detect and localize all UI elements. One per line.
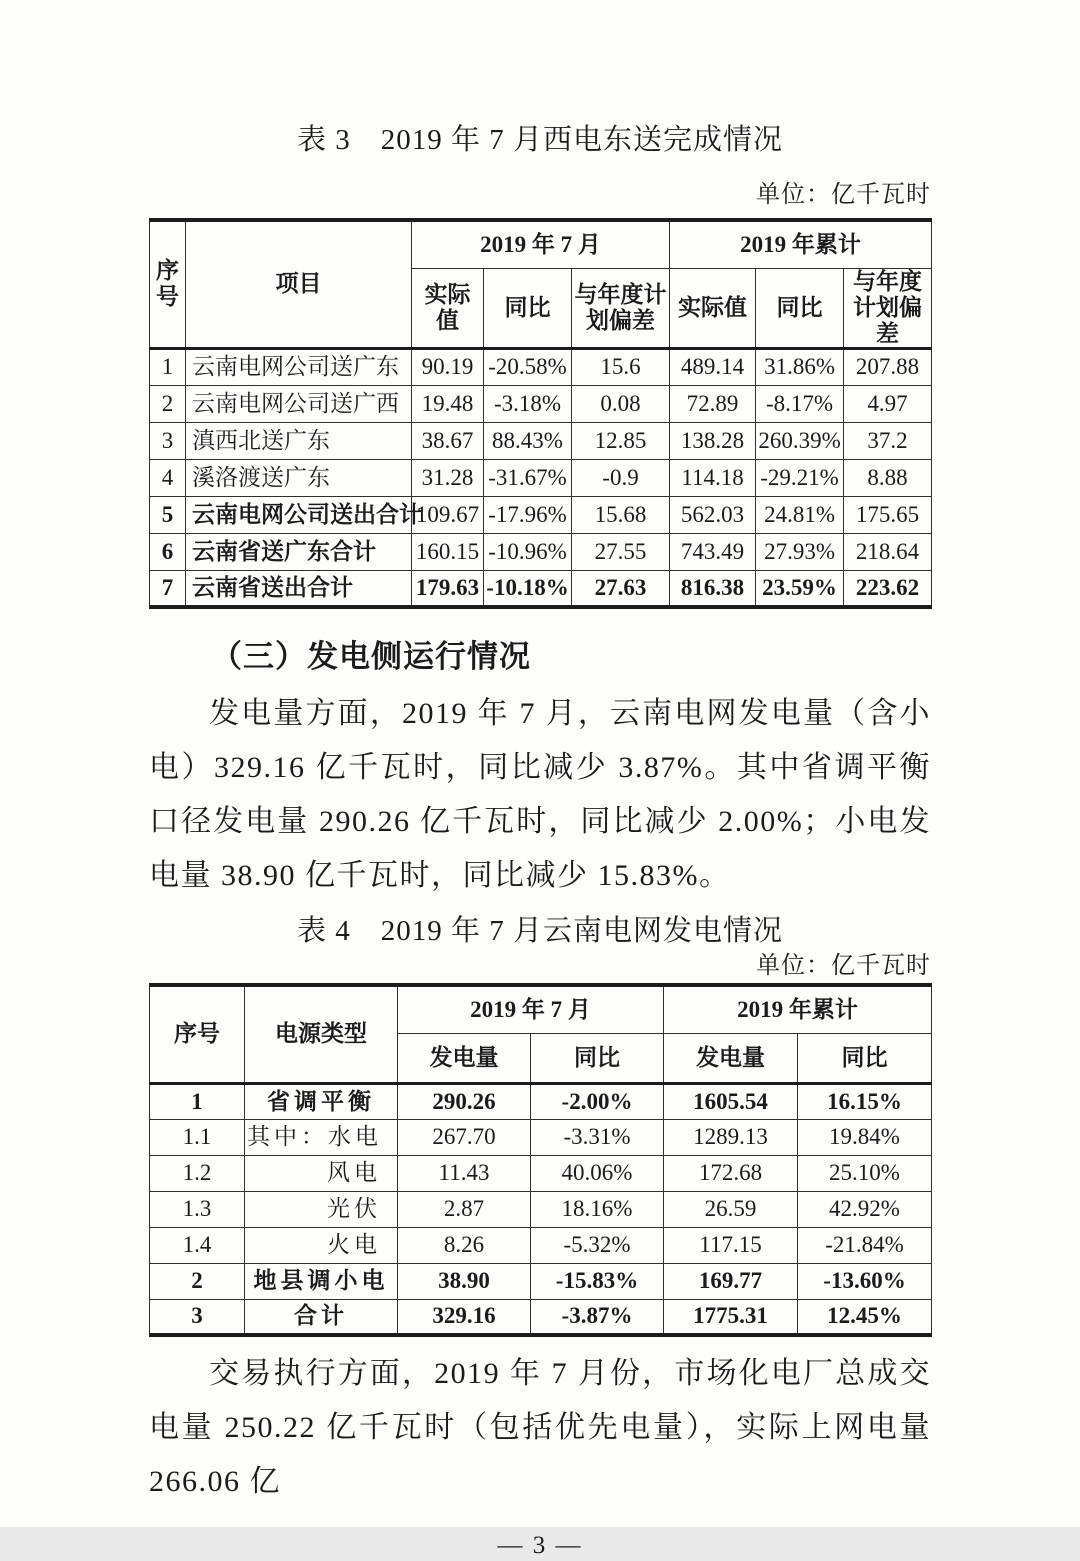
table-row bbox=[150, 533, 932, 570]
seq-cell: 3 bbox=[150, 1299, 245, 1335]
item-cell: 滇西北送广东 bbox=[186, 422, 412, 459]
value-cell: 260.39% bbox=[756, 422, 844, 459]
value-cell: 175.65 bbox=[844, 496, 932, 533]
type-cell: 光伏 bbox=[245, 1191, 398, 1227]
seq-cell: 1 bbox=[150, 1083, 245, 1119]
table3-header-plandev-cum: 与年度计划偏差 bbox=[844, 268, 932, 348]
table-row bbox=[150, 1155, 932, 1191]
value-cell: -10.96% bbox=[484, 533, 572, 570]
table4-caption: 表 4 2019 年 7 月云南电网发电情况 bbox=[296, 915, 783, 947]
value-cell: 11.43 bbox=[398, 1155, 531, 1191]
value-cell: 37.2 bbox=[844, 422, 932, 459]
table4-header-gen-cum: 发电量 bbox=[664, 1033, 798, 1083]
value-cell: 2.87 bbox=[398, 1191, 531, 1227]
table4-header-gen-july: 发电量 bbox=[398, 1033, 531, 1083]
value-cell: 40.06% bbox=[531, 1155, 664, 1191]
page-number: — 3 — bbox=[497, 1532, 583, 1559]
value-cell: 172.68 bbox=[664, 1155, 798, 1191]
seq-cell: 7 bbox=[150, 570, 186, 607]
table-row bbox=[150, 1119, 932, 1155]
value-cell: -8.17% bbox=[756, 385, 844, 422]
table-row bbox=[150, 348, 932, 385]
table-row bbox=[150, 1083, 932, 1119]
table-row bbox=[150, 385, 932, 422]
generation-paragraph: 发电量方面，2019 年 7 月，云南电网发电量（含小电）329.16 亿千瓦时，同比减少 3.87%。其中省调平衡口径发电量 290.26 亿千瓦时，同比减少 2.00%；小电发电量 38.90 亿千瓦时，同比减少 15.83%。 bbox=[149, 697, 931, 892]
type-cell: 合计 bbox=[245, 1299, 398, 1335]
table4-header-yoy-cum: 同比 bbox=[798, 1033, 932, 1083]
value-cell: -31.67% bbox=[484, 459, 572, 496]
value-cell: -3.18% bbox=[484, 385, 572, 422]
item-cell: 云南省送出合计 bbox=[186, 570, 412, 607]
value-cell: 72.89 bbox=[670, 385, 756, 422]
item-cell: 云南电网公司送广西 bbox=[186, 385, 412, 422]
type-cell: 地县调小电 bbox=[245, 1263, 398, 1299]
table3-header-july-group: 2019 年 7 月 bbox=[412, 220, 670, 268]
value-cell: -21.84% bbox=[798, 1227, 932, 1263]
value-cell: 169.77 bbox=[664, 1263, 798, 1299]
value-cell: 42.92% bbox=[798, 1191, 932, 1227]
table4-header-cumulative-group: 2019 年累计 bbox=[664, 985, 932, 1033]
value-cell: 88.43% bbox=[484, 422, 572, 459]
value-cell: 329.16 bbox=[398, 1299, 531, 1335]
item-cell: 云南电网公司送出合计 bbox=[186, 496, 412, 533]
value-cell: 562.03 bbox=[670, 496, 756, 533]
value-cell: -29.21% bbox=[756, 459, 844, 496]
type-cell: 其中：水电 bbox=[245, 1119, 398, 1155]
value-cell: 12.85 bbox=[572, 422, 670, 459]
value-cell: -10.18% bbox=[484, 570, 572, 607]
table3-header-yoy-cum: 同比 bbox=[756, 268, 844, 348]
table3-header-seq: 序号 bbox=[150, 220, 186, 348]
value-cell: 27.93% bbox=[756, 533, 844, 570]
value-cell: 27.63 bbox=[572, 570, 670, 607]
seq-cell: 1 bbox=[150, 348, 186, 385]
seq-cell: 2 bbox=[150, 1263, 245, 1299]
table3-west-east-transmission bbox=[149, 218, 932, 609]
table3-header-actual-cum: 实际值 bbox=[670, 268, 756, 348]
value-cell: 1775.31 bbox=[664, 1299, 798, 1335]
value-cell: 160.15 bbox=[412, 533, 484, 570]
seq-cell: 1.1 bbox=[150, 1119, 245, 1155]
table-row bbox=[150, 570, 932, 607]
value-cell: 19.84% bbox=[798, 1119, 932, 1155]
table4-header-yoy-july: 同比 bbox=[531, 1033, 664, 1083]
seq-cell: 1.3 bbox=[150, 1191, 245, 1227]
item-cell: 云南电网公司送广东 bbox=[186, 348, 412, 385]
table4-header bbox=[150, 985, 932, 1083]
value-cell: -3.31% bbox=[531, 1119, 664, 1155]
seq-cell: 4 bbox=[150, 459, 186, 496]
table3-unit-label: 单位：亿千瓦时 bbox=[756, 182, 931, 208]
value-cell: 16.15% bbox=[798, 1083, 932, 1119]
value-cell: 743.49 bbox=[670, 533, 756, 570]
value-cell: -2.00% bbox=[531, 1083, 664, 1119]
table4-body bbox=[150, 1083, 932, 1335]
value-cell: 15.68 bbox=[572, 496, 670, 533]
table-row bbox=[150, 1227, 932, 1263]
table3-body bbox=[150, 348, 932, 607]
table3-header-cumulative-group: 2019 年累计 bbox=[670, 220, 932, 268]
value-cell: 15.6 bbox=[572, 348, 670, 385]
table3-header-yoy-july: 同比 bbox=[484, 268, 572, 348]
item-cell: 溪洛渡送广东 bbox=[186, 459, 412, 496]
value-cell: 218.64 bbox=[844, 533, 932, 570]
table3-header-plandev-july: 与年度计划偏差 bbox=[572, 268, 670, 348]
seq-cell: 6 bbox=[150, 533, 186, 570]
value-cell: 223.62 bbox=[844, 570, 932, 607]
value-cell: -20.58% bbox=[484, 348, 572, 385]
value-cell: 12.45% bbox=[798, 1299, 932, 1335]
table4-header-type: 电源类型 bbox=[245, 985, 398, 1083]
value-cell: 4.97 bbox=[844, 385, 932, 422]
table4-header-july-group: 2019 年 7 月 bbox=[398, 985, 664, 1033]
value-cell: 23.59% bbox=[756, 570, 844, 607]
value-cell: 38.67 bbox=[412, 422, 484, 459]
value-cell: -3.87% bbox=[531, 1299, 664, 1335]
type-cell: 省调平衡 bbox=[245, 1083, 398, 1119]
section-heading: （三）发电侧运行情况 bbox=[211, 639, 531, 674]
value-cell: 138.28 bbox=[670, 422, 756, 459]
table-row bbox=[150, 422, 932, 459]
value-cell: 1289.13 bbox=[664, 1119, 798, 1155]
value-cell: 24.81% bbox=[756, 496, 844, 533]
value-cell: 19.48 bbox=[412, 385, 484, 422]
value-cell: 816.38 bbox=[670, 570, 756, 607]
type-cell: 风电 bbox=[245, 1155, 398, 1191]
table-row bbox=[150, 1191, 932, 1227]
value-cell: 26.59 bbox=[664, 1191, 798, 1227]
value-cell: 109.67 bbox=[412, 496, 484, 533]
table-row bbox=[150, 1299, 932, 1335]
value-cell: 179.63 bbox=[412, 570, 484, 607]
seq-cell: 1.2 bbox=[150, 1155, 245, 1191]
type-cell: 火电 bbox=[245, 1227, 398, 1263]
value-cell: -5.32% bbox=[531, 1227, 664, 1263]
item-cell: 云南省送广东合计 bbox=[186, 533, 412, 570]
value-cell: 1605.54 bbox=[664, 1083, 798, 1119]
value-cell: 290.26 bbox=[398, 1083, 531, 1119]
seq-cell: 2 bbox=[150, 385, 186, 422]
value-cell: 25.10% bbox=[798, 1155, 932, 1191]
table4-header-seq: 序号 bbox=[150, 985, 245, 1083]
table4-power-generation bbox=[149, 983, 932, 1337]
value-cell: 8.26 bbox=[398, 1227, 531, 1263]
value-cell: 267.70 bbox=[398, 1119, 531, 1155]
seq-cell: 1.4 bbox=[150, 1227, 245, 1263]
value-cell: 31.28 bbox=[412, 459, 484, 496]
seq-cell: 5 bbox=[150, 496, 186, 533]
value-cell: 8.88 bbox=[844, 459, 932, 496]
table3-header-item: 项目 bbox=[186, 220, 412, 348]
value-cell: 0.08 bbox=[572, 385, 670, 422]
value-cell: -17.96% bbox=[484, 496, 572, 533]
table3-caption: 表 3 2019 年 7 月西电东送完成情况 bbox=[296, 124, 783, 156]
trading-paragraph: 交易执行方面，2019 年 7 月份，市场化电厂总成交电量 250.22 亿千瓦时（包括优先电量），实际上网电量 266.06 亿 bbox=[149, 1357, 931, 1498]
table-row bbox=[150, 1263, 932, 1299]
table-row bbox=[150, 459, 932, 496]
table-row bbox=[150, 496, 932, 533]
value-cell: 31.86% bbox=[756, 348, 844, 385]
value-cell: -15.83% bbox=[531, 1263, 664, 1299]
table3-header-actual-july: 实际值 bbox=[412, 268, 484, 348]
value-cell: 90.19 bbox=[412, 348, 484, 385]
value-cell: 18.16% bbox=[531, 1191, 664, 1227]
value-cell: 114.18 bbox=[670, 459, 756, 496]
value-cell: -13.60% bbox=[798, 1263, 932, 1299]
seq-cell: 3 bbox=[150, 422, 186, 459]
value-cell: 489.14 bbox=[670, 348, 756, 385]
value-cell: -0.9 bbox=[572, 459, 670, 496]
value-cell: 38.90 bbox=[398, 1263, 531, 1299]
value-cell: 117.15 bbox=[664, 1227, 798, 1263]
value-cell: 207.88 bbox=[844, 348, 932, 385]
table4-unit-label: 单位：亿千瓦时 bbox=[756, 953, 931, 979]
table3-header bbox=[150, 220, 932, 348]
page-content bbox=[149, 0, 931, 1561]
value-cell: 27.55 bbox=[572, 533, 670, 570]
